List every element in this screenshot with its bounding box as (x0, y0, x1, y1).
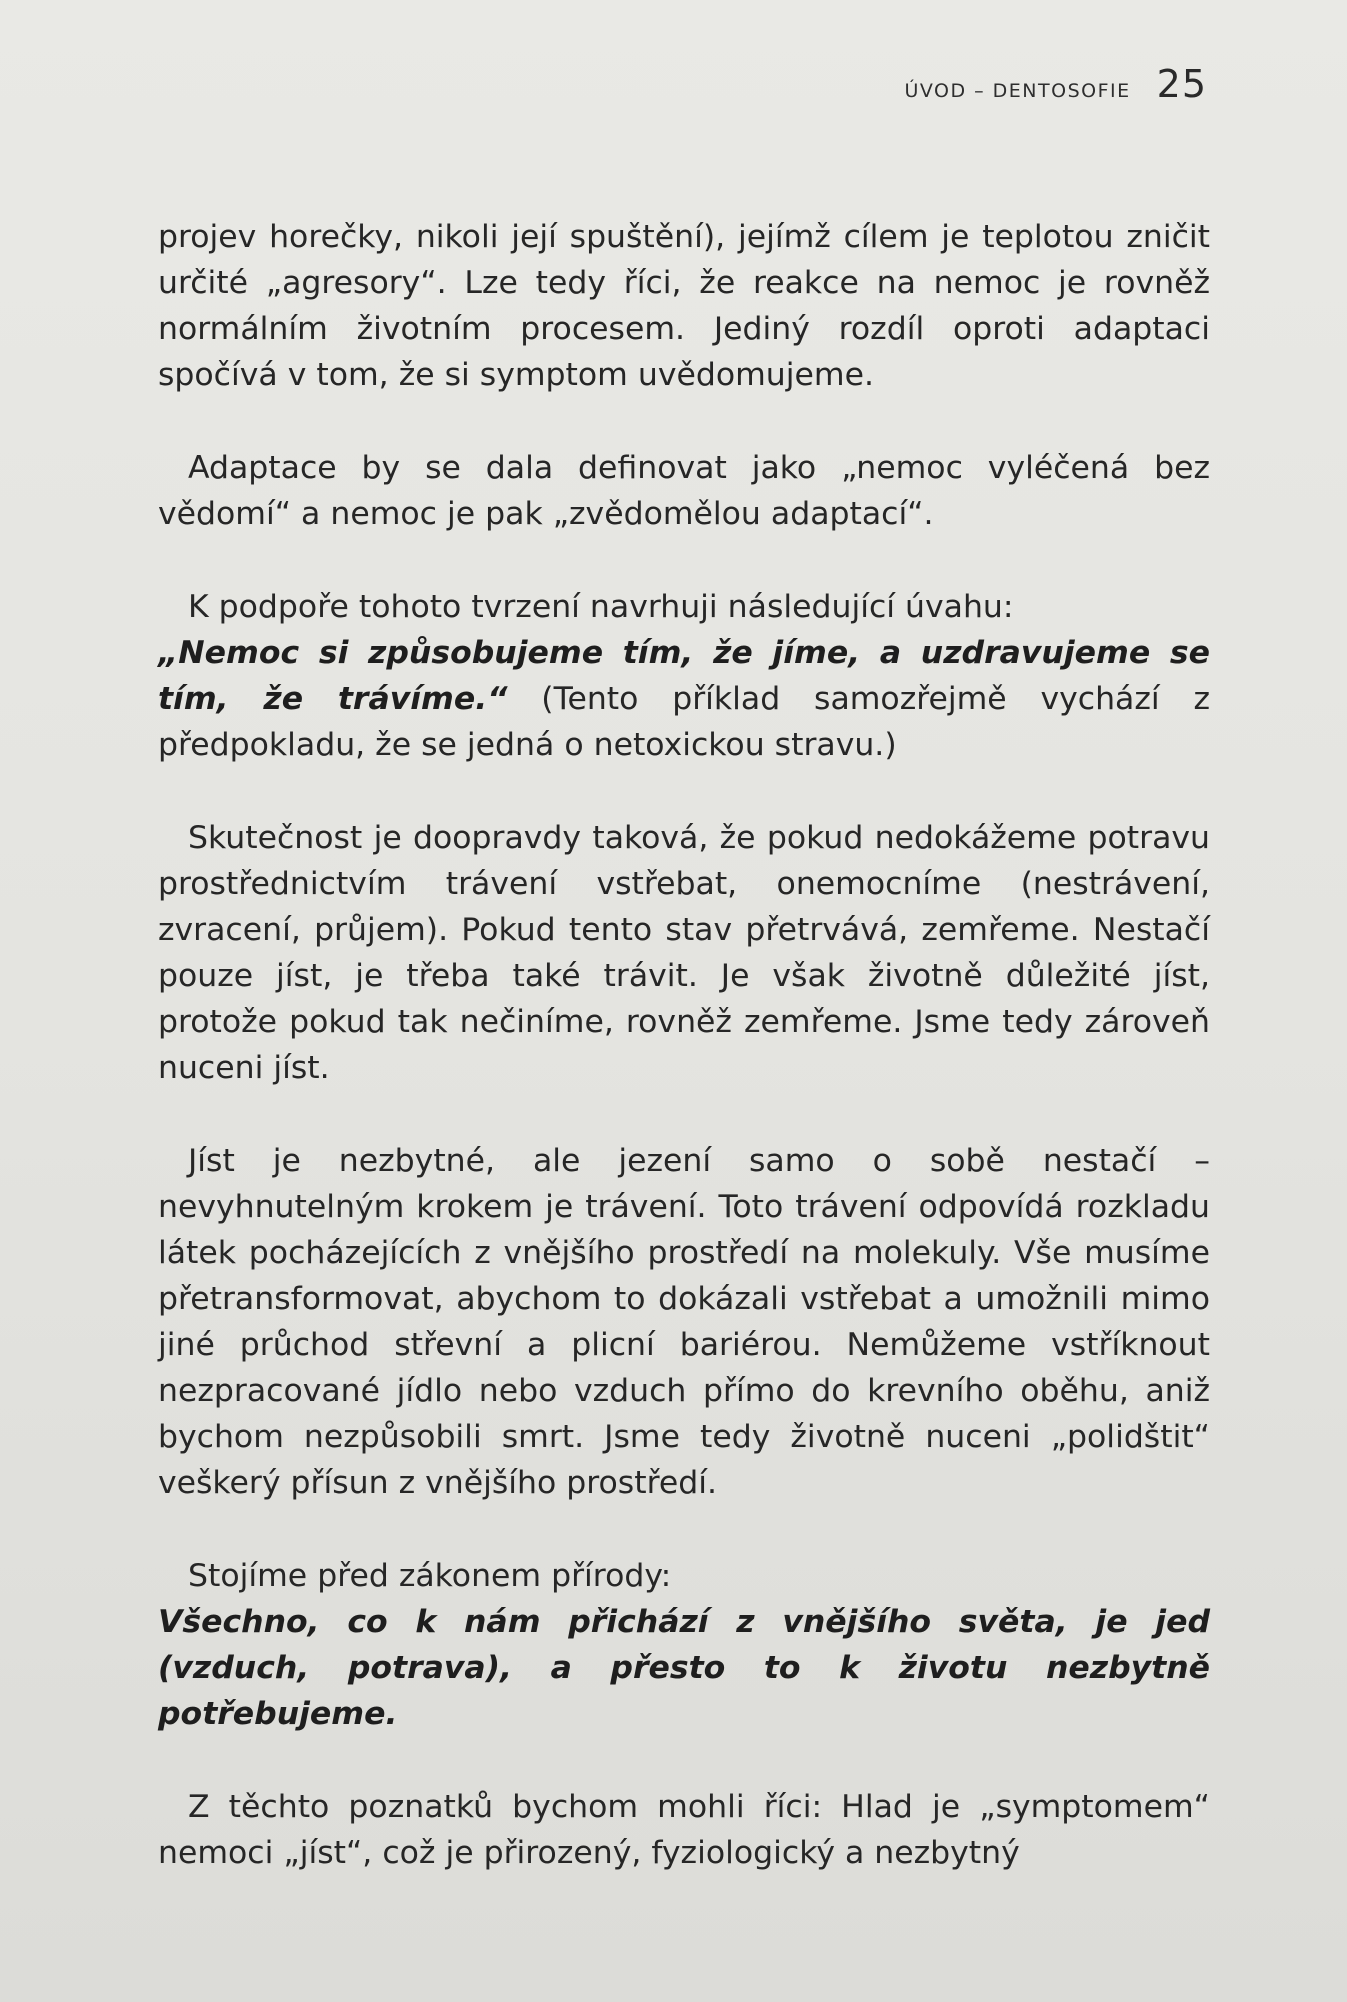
running-header (904, 62, 1207, 106)
paragraph-4: Skutečnost je doopravdy taková, že pokud nedokážeme potravu prostřednictvím trávení vstřebat, onemocníme (nestrávení, zvracení, průjem). Pokud tento stav přetrvává, zemřeme. Nestačí pouze jíst, je třeba také trávit. Je však životně důležité jíst, protože pokud tak nečiníme, rovněž zemřeme. Jsme tedy zároveň nuceni jíst. (158, 820, 1210, 1086)
paragraph-6-emphasis: Všechno, co k nám přichází z vnějšího světa, je jed (vzduch, potrava), a přesto to k životu nezbytně potřebujeme. (158, 1604, 1210, 1732)
paragraph-6 (158, 1553, 1210, 1737)
paragraph-3-rest: (Tento příklad samozřejmě vychází z předpokladu, že se jedná o netoxickou stravu.) (158, 681, 1210, 763)
paragraph-2: Adaptace by se dala definovat jako „nemoc vyléčená bez vědomí“ a nemoc je pak „zvědomělou adaptací“. (158, 450, 1210, 532)
page-number: 25 (1156, 62, 1207, 106)
paragraph-1: projev horečky, nikoli její spuštění), jejímž cílem je teplotou zničit určité „agresory“. Lze tedy říci, že reakce na nemoc je rovněž normálním životním procesem. Jediný rozdíl oproti adaptaci spočívá v tom, že si symptom uvědomujeme. (158, 219, 1210, 393)
body-text (158, 214, 1210, 1923)
paragraph-3 (158, 584, 1210, 768)
paragraph-6-intro: Stojíme před zákonem přírody: (188, 1558, 672, 1594)
paragraph-7: Z těchto poznatků bychom mohli říci: Hlad je „symptomem“ nemoci „jíst“, což je přirozený, fyziologický a nezbytný (158, 1789, 1210, 1871)
section-title: ÚVOD – DENTOSOFIE (904, 80, 1131, 102)
paragraph-3-intro: K podpoře tohoto tvrzení navrhuji následující úvahu: (188, 589, 1014, 625)
paragraph-3-emphasis: „Nemoc si způsobujeme tím, že jíme, a uzdravujeme se tím, že trávíme.“ (158, 635, 1210, 717)
paragraph-5: Jíst je nezbytné, ale jezení samo o sobě nestačí – nevyhnutelným krokem je trávení. Toto trávení odpovídá rozkladu látek pocházejících z vnějšího prostředí na molekuly. Vše musíme přetransformovat, abychom to dokázali vstřebat a umožnili mimo jiné průchod střevní a plicní bariérou. Nemůžeme vstříknout nezpracované jídlo nebo vzduch přímo do krevního oběhu, aniž bychom nezpůsobili smrt. Jsme tedy životně nuceni „polidštit“ veškerý přísun z vnějšího prostředí. (158, 1143, 1210, 1501)
